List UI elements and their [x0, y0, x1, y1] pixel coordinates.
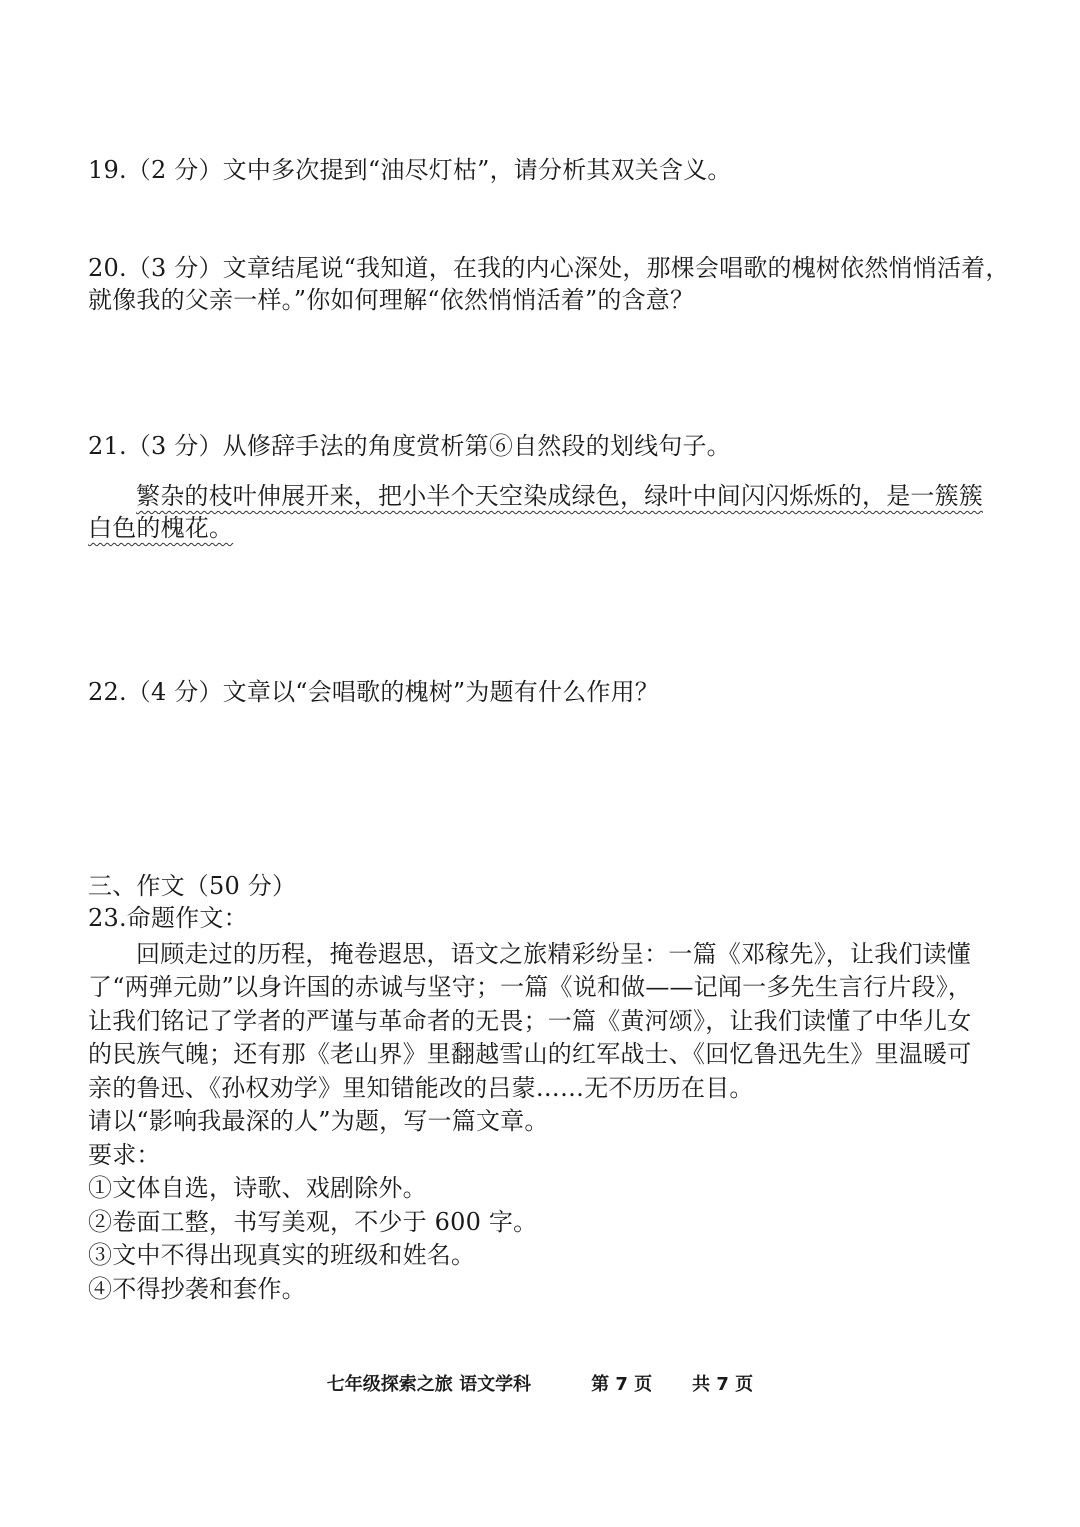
question-20-line-2: 就像我的父亲一样。”你如何理解“依然悄悄活着”的含意？: [88, 286, 695, 314]
requirements-label: 要求：: [88, 1141, 161, 1169]
section-heading-composition: 三、作文（50 分）: [88, 872, 297, 900]
requirement-2: ②卷面工整，书写美观，不少于 600 字。: [88, 1208, 538, 1236]
prompt-line-5: 亲的鲁迅、《孙权劝学》里知错能改的吕蒙……无不历历在目。: [88, 1074, 754, 1102]
prompt-line-3: 让我们铭记了学者的严谨与革命者的无畏；一篇《黄河颂》，让我们读懂了中华儿女: [88, 1007, 972, 1035]
underlined-quote-line-1: [136, 480, 983, 512]
question-22: 22.（4 分）文章以“会唱歌的槐树”为题有什么作用？: [88, 678, 660, 706]
underlined-quote-text-1: 繁杂的枝叶伸展开来，把小半个天空染成绿色，绿叶中间闪闪烁烁的，是一簇簇: [136, 482, 983, 510]
underlined-quote-text-2: 白色的槐花。: [88, 514, 234, 542]
question-21: 21.（3 分）从修辞手法的角度赏析第⑥自然段的划线句子。: [88, 432, 731, 460]
requirement-1: ①文体自选，诗歌、戏剧除外。: [88, 1174, 427, 1202]
question-23-title: 23.命题作文：: [88, 904, 248, 932]
footer-total-pages: 共 7 页: [692, 1374, 754, 1395]
prompt-line-4: 的民族气魄；还有那《老山界》里翻越雪山的红军战士、《回忆鲁迅先生》里温暖可: [88, 1040, 972, 1068]
underlined-quote-line-2: [88, 512, 233, 544]
prompt-line-2: 了“两弹元勋”以身许国的赤诚与坚守；一篇《说和做——记闻一多先生言行片段》，: [88, 973, 973, 1001]
requirement-3: ③文中不得出现真实的班级和姓名。: [88, 1241, 476, 1269]
footer-page-number: 第 7 页: [591, 1374, 653, 1395]
composition-task: 请以“影响我最深的人”为题，写一篇文章。: [88, 1107, 549, 1135]
prompt-line-1: 回顾走过的历程，掩卷遐思，语文之旅精彩纷呈：一篇《邓稼先》，让我们读懂: [136, 940, 971, 968]
page-footer: [0, 1372, 1080, 1398]
footer-subject: 七年级探索之旅 语文学科: [326, 1374, 532, 1395]
question-19: 19.（2 分）文中多次提到“油尽灯枯”，请分析其双关含义。: [88, 156, 732, 184]
question-20-line-1: 20.（3 分）文章结尾说“我知道，在我的内心深处，那棵会唱歌的槐树依然悄悄活着，: [88, 254, 1010, 282]
requirement-4: ④不得抄袭和套作。: [88, 1275, 306, 1303]
